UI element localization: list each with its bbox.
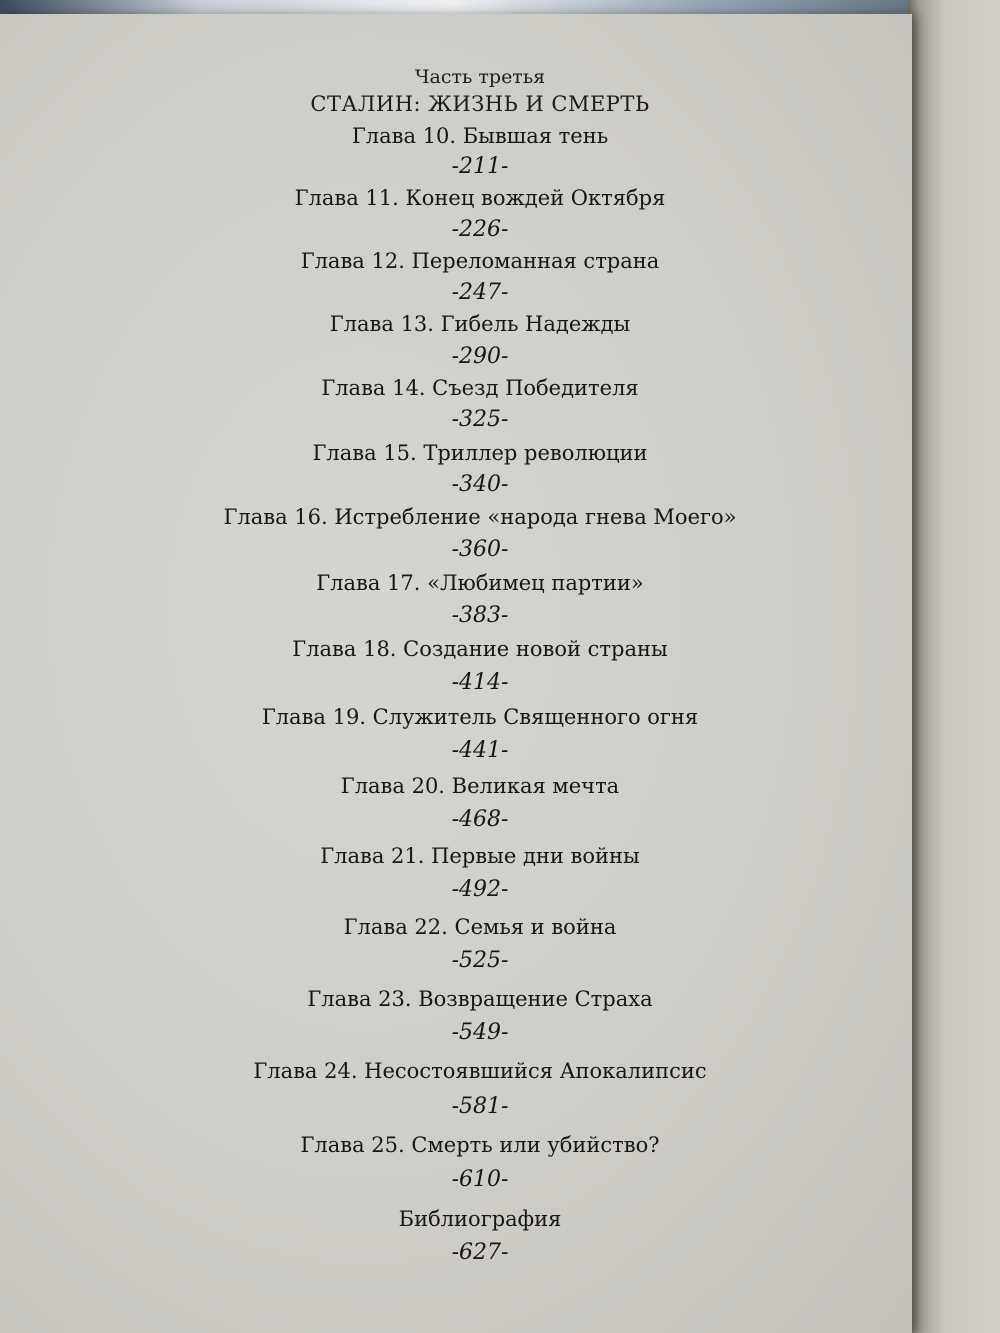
chapter-title: Глава 18. Создание новой страны [292,637,668,661]
chapter-title: Глава 21. Первые дни войны [320,844,640,868]
chapter-page: -414- [451,670,509,695]
chapter-title: Глава 12. Переломанная страна [300,249,660,273]
chapter-title: Глава 17. «Любимец партии» [316,571,644,595]
chapter-page: -492- [451,877,509,902]
chapter-title: Глава 23. Возвращение Страха [307,987,653,1011]
table-of-contents [0,14,912,1333]
chapter-title: Глава 19. Служитель Священного огня [261,705,699,729]
chapter-page: -247- [451,280,509,305]
chapter-page: -360- [451,537,509,562]
chapter-page: -525- [451,948,509,973]
chapter-title: Глава 22. Семья и война [343,915,617,939]
chapter-page: -383- [451,603,509,628]
book-page [0,14,912,1333]
bibliography-title: Библиография [398,1207,562,1231]
chapter-page: -340- [451,472,509,497]
chapter-title: Глава 10. Бывшая тень [351,124,609,148]
chapter-page: -468- [451,807,509,832]
part-title: СТАЛИН: ЖИЗНЬ И СМЕРТЬ [310,92,650,116]
bibliography-page: -627- [451,1240,509,1265]
chapter-title: Глава 13. Гибель Надежды [329,312,631,336]
chapter-page: -211- [451,154,509,179]
chapter-title: Глава 20. Великая мечта [340,774,620,798]
chapter-page: -226- [451,217,509,242]
chapter-title: Глава 24. Несостоявшийся Апокалипсис [253,1059,707,1083]
chapter-title: Глава 25. Смерть или убийство? [300,1133,660,1157]
chapter-page: -441- [451,738,509,763]
chapter-page: -290- [451,344,509,369]
chapter-page: -325- [451,407,509,432]
chapter-title: Глава 15. Триллер революции [312,441,648,465]
chapter-title: Глава 11. Конец вождей Октября [294,186,666,210]
chapter-title: Глава 14. Съезд Победителя [321,376,639,400]
chapter-title: Глава 16. Истребление «народа гнева Моего» [223,505,737,529]
chapter-page: -549- [451,1020,509,1045]
part-label: Часть третья [414,66,546,88]
chapter-page: -610- [451,1167,509,1192]
chapter-page: -581- [451,1094,509,1119]
